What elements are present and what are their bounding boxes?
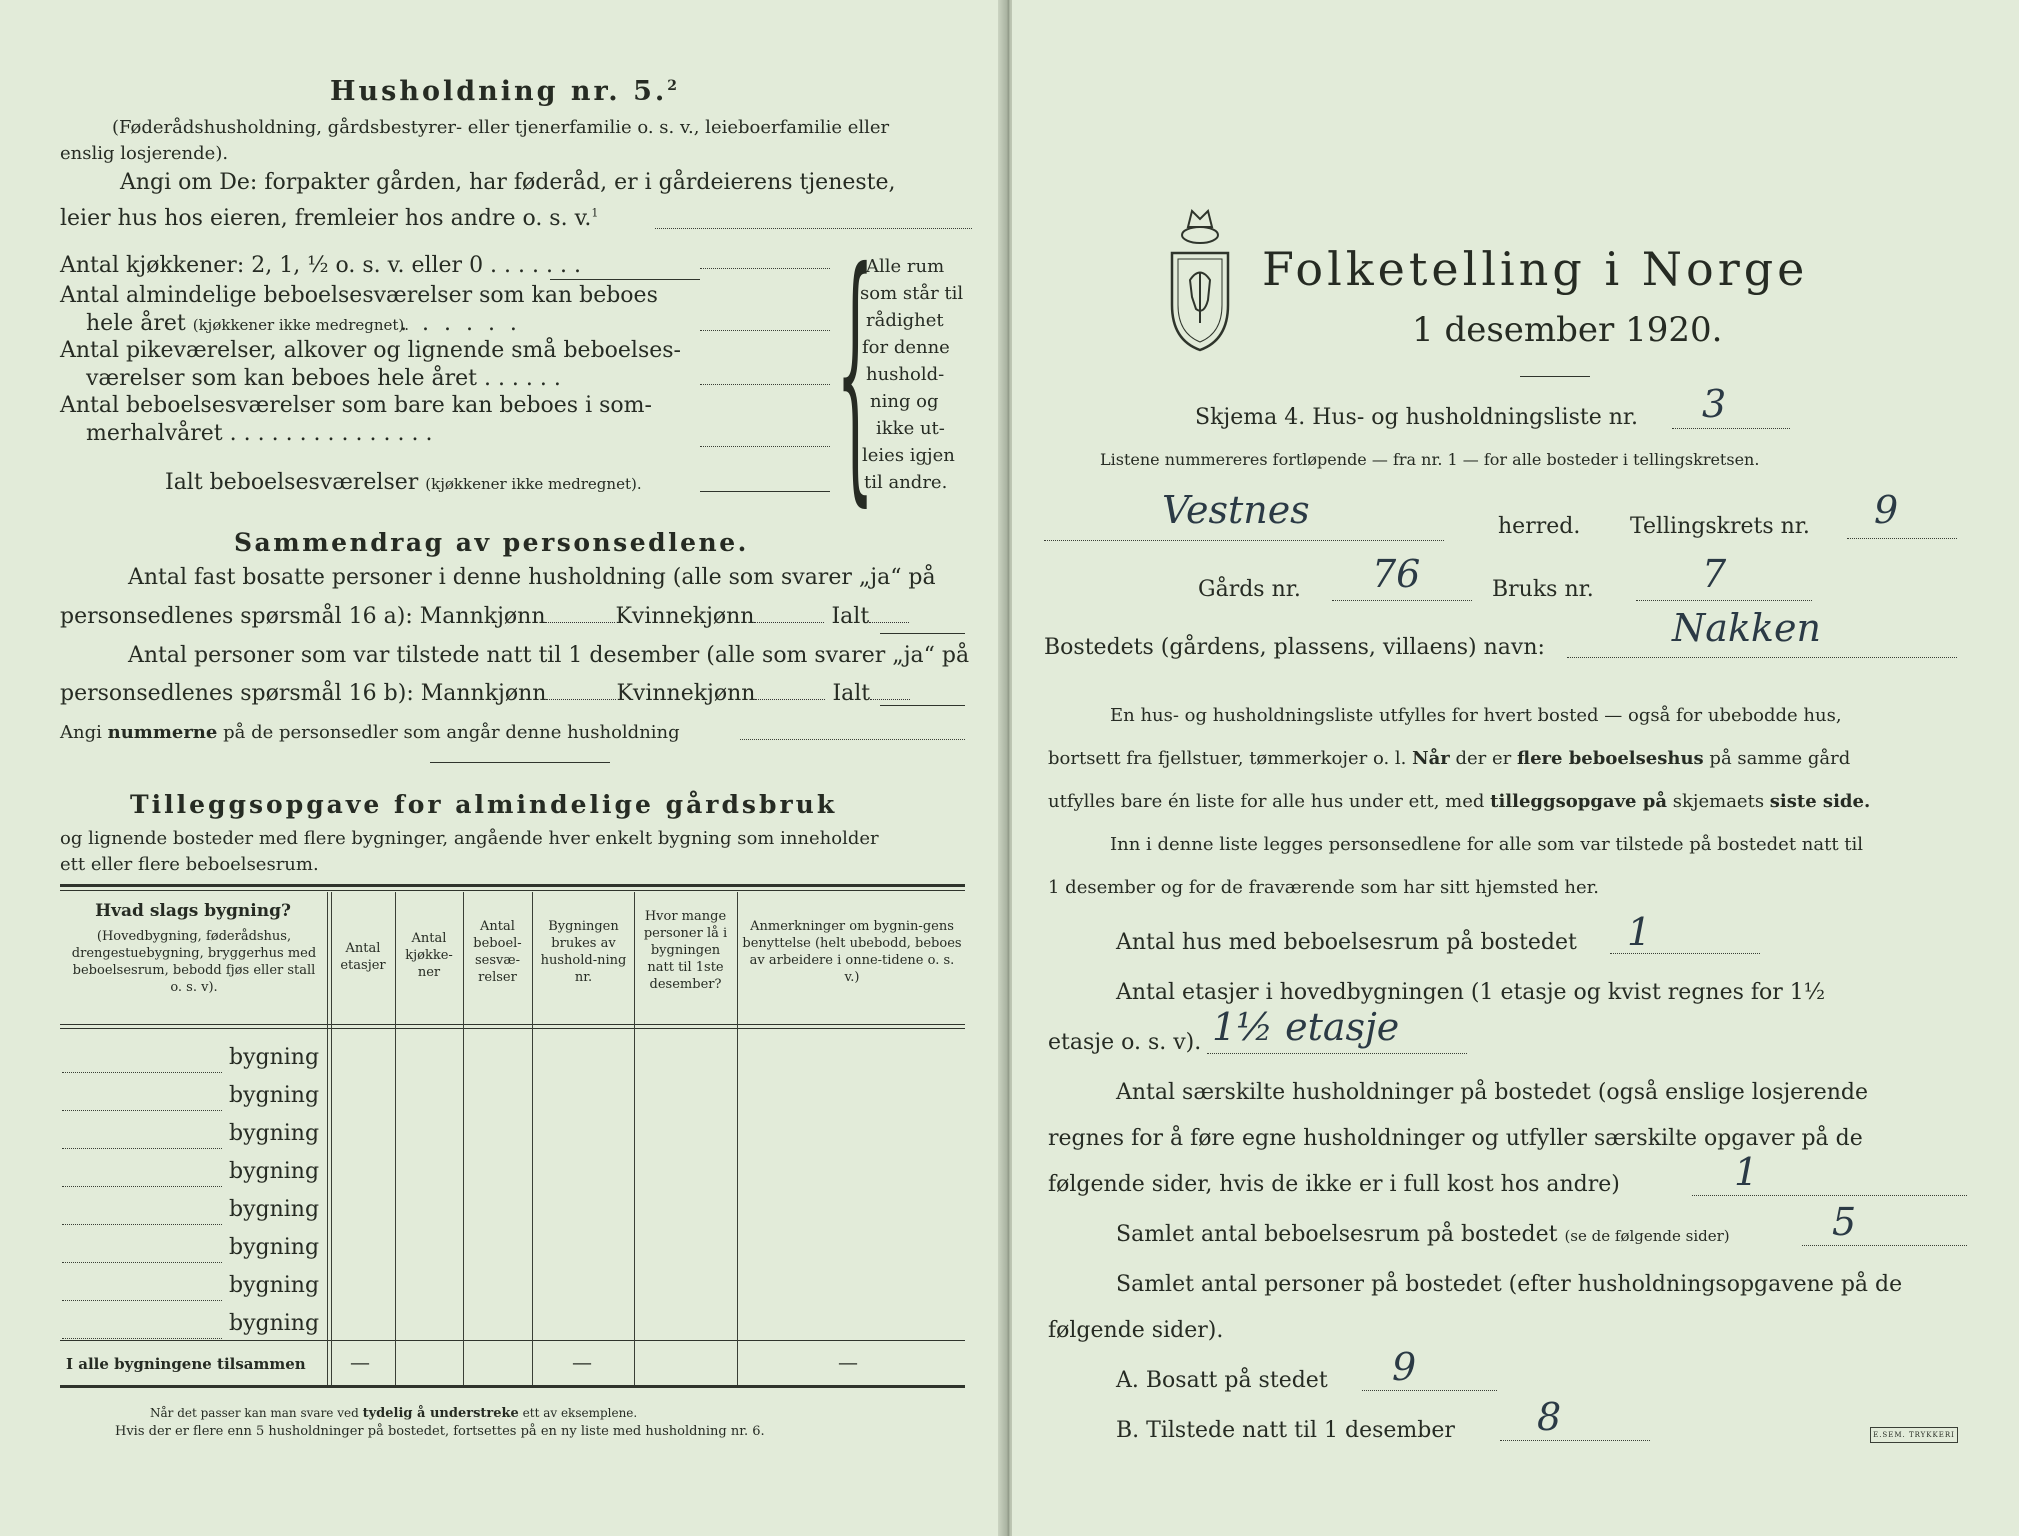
district-value[interactable]: 9: [1874, 488, 1899, 532]
summary-line-4: personsedlenes spørsmål 16 b): Mannkjønn Kvinnekjønn Ialt: [60, 681, 910, 706]
col-floors-header: Antal etasjer: [340, 941, 386, 973]
floors-label-1: Antal etasjer i hovedbygningen (1 etasje og kvist regnes for 1½: [1116, 980, 1826, 1005]
supplement-line-1: og lignende bosteder med flere bygninger, angående hver enkelt bygning som inneholder: [60, 828, 879, 849]
households-label-1: Antal særskilte husholdninger på bostedet (også enslige losjerende: [1116, 1080, 1869, 1105]
households-line[interactable]: [1692, 1195, 1967, 1196]
maid-rooms-answer-line[interactable]: [700, 384, 830, 385]
left-page: Husholdning nr. 5.$^2$ (Føderådshusholdning, gårdsbestyrer- eller tjenerfamilie o. s. v., leieboerfamilie eller enslig losjerende). Angi om De: forpakter gården, har føderåd, er i gårdeierens tjeneste, leier hus hos eieren, fremleier hos andre o. s. v.$^1$ Antal kjøkkener: 2, 1, ½ o. s. v. eller 0 . . . . . . . Antal almindelige beboelsesværelser som kan beboes hele året (kjøkkener ikke medregnet). . . . . . . Antal pikeværelser, alkover og lignende små beboelses- værelser som kan beboes hele året . . . . . . Antal beboelsesværelser som bare kan beboes i som- merhalvåret . . . . . . . . . . . . . . . Ialt beboelsesværelser (kjøkkener ikke medregnet). { Alle rum som står til rådighet for denne hushold- ning og ikke ut- leies igjen til andre. Sammendrag av personsedlene. Antal fast bosatte personer i denne husholdning (alle som svarer „ja“ på personsedlenes spørsmål 16 a): Mannkjønn Kvinnekjønn Ialt Antal personer som var tilstede natt til 1 desember (alle som svarer „ja“ på personsedlenes spørsmål 16 b): Mannkjønn Kvinnekjønn Ialt Angi nummerne på de personsedler som angår denne husholdning Tilleggsopgave for almindelige gårdsbruk og lignende bosteder med flere bygninger, angående hver enkelt bygning som inneholder ett eller flere beboelsesrum. Hvad slags bygning? (Hovedbygning, føderådshus, drengestuebygning, bryggerhus med beboelsesrum, bebodd fjøs eller stall o. s. v). Antal etasjer Antal kjøkke-ner Antal beboel-sesvæ-relser Bygningen brukes av hushold-ning nr. Hvor mange personer lå i bygningen natt til 1ste desember? Anmerkninger om bygnin-gens benyttelse (helt ubebodd, beboes av arbeidere i onne-tidene o. s. v.) bygning bygning bygning bygning bygning bygning bygning bygning I alle bygningene tilsammen — — — Når det passer kan man svare ved tydelig å understreke ett av eksemplene. Hvis der er flere enn 5 husholdninger på bostedet, fortsettes på en ny liste med husholdning nr. 6.: [0, 0, 1005, 1536]
place-name-line[interactable]: [1567, 657, 1957, 658]
rooms-answer-line[interactable]: [700, 330, 830, 331]
households-label-3: følgende sider, hvis de ikke er i full kost hos andre): [1048, 1172, 1620, 1197]
present-label: B. Tilstede natt til 1 desember: [1116, 1418, 1455, 1443]
floors-value[interactable]: 1½ etasje: [1212, 1005, 1400, 1049]
houses-value[interactable]: 1: [1627, 910, 1652, 954]
col-household-header: Bygningen brukes av hushold-ning nr.: [540, 919, 627, 985]
summary-title: Sammendrag av personsedlene.: [234, 528, 749, 557]
total-rooms-answer-line[interactable]: [700, 491, 830, 492]
list-number-line[interactable]: [1672, 428, 1790, 429]
supplement-title: Tilleggsopgave for almindelige gårdsbruk: [130, 790, 838, 819]
rooms-label-1: Antal almindelige beboelsesværelser som kan beboes: [60, 283, 658, 308]
total-household-dash: —: [572, 1350, 592, 1374]
table-total-label: I alle bygningene tilsammen: [66, 1355, 306, 1373]
table-row: bygning: [229, 1273, 320, 1298]
numbers-label: Angi nummerne på de personsedler som angår denne husholdning: [60, 722, 680, 743]
resident-line[interactable]: [1362, 1390, 1497, 1391]
instruction-3: utfylles bare én liste for alle hus under ett, med tilleggsopgave på skjemaets siste side.: [1048, 791, 1871, 812]
summer-rooms-answer-line[interactable]: [700, 446, 830, 447]
form-title: Folketelling i Norge: [1262, 242, 1809, 296]
houses-label: Antal hus med beboelsesrum på bostedet: [1116, 930, 1577, 955]
list-number-value[interactable]: 3: [1702, 382, 1727, 426]
total-rooms-line[interactable]: [1802, 1245, 1967, 1246]
municipality-label: herred.: [1498, 514, 1581, 539]
section-divider: [430, 762, 610, 763]
summary-line-1: Antal fast bosatte personer i denne husholdning (alle som svarer „ja“ på: [128, 565, 936, 590]
total-rooms-label: Ialt beboelsesværelser (kjøkkener ikke medregnet).: [165, 470, 642, 495]
summary-line-3: Antal personer som var tilstede natt til 1 desember (alle som svarer „ja“ på: [128, 643, 970, 668]
summary-total-1-rule[interactable]: [880, 633, 965, 634]
summer-rooms-label-1: Antal beboelsesværelser som bare kan beboes i som-: [60, 393, 652, 418]
instruction-1: En hus- og husholdningsliste utfylles for hvert bosted — også for ubebodde hus,: [1110, 705, 1842, 726]
resident-label: A. Bosatt på stedet: [1116, 1368, 1328, 1393]
rooms-dots: . . . . . .: [400, 311, 521, 336]
schema-label: Skjema 4. Hus- og husholdningsliste nr.: [1195, 405, 1638, 430]
maid-rooms-label-1: Antal pikeværelser, alkover og lignende små beboelses-: [60, 338, 681, 363]
intro-line-2: enslig losjerende).: [60, 143, 229, 164]
col-building-header: Hvad slags bygning?: [95, 901, 291, 921]
summary-total-2-rule[interactable]: [880, 705, 965, 706]
summer-rooms-label-2: merhalvåret . . . . . . . . . . . . . . .: [86, 421, 433, 446]
holding-number-line[interactable]: [1636, 600, 1812, 601]
right-page: [1012, 0, 2019, 1536]
col-rooms-header: Antal beboel-sesvæ-relser: [473, 919, 522, 985]
municipality-line[interactable]: [1044, 540, 1444, 541]
total-remarks-dash: —: [838, 1350, 858, 1374]
persons-label-1: Samlet antal personer på bostedet (efter husholdningsopgavene på de: [1116, 1272, 1903, 1297]
kitchens-label: Antal kjøkkener: 2, 1, ½ o. s. v. eller 0 . . . . . . .: [60, 253, 581, 278]
district-label: Tellingskrets nr.: [1630, 514, 1810, 539]
kitchens-answer-line[interactable]: [700, 268, 830, 269]
summary-line-2: personsedlenes spørsmål 16 a): Mannkjønn Kvinnekjønn Ialt: [60, 604, 909, 629]
instruction-4: Inn i denne liste legges personsedlene for alle som var tilstede på bostedet natt til: [1110, 834, 1864, 855]
instruction-2: bortsett fra fjellstuer, tømmerkojer o. l. Når der er flere beboelseshus på samme gård: [1048, 748, 1851, 769]
table-row: bygning: [229, 1159, 320, 1184]
persons-label-2: følgende sider).: [1048, 1318, 1224, 1343]
total-rooms-label: Samlet antal beboelsesrum på bostedet (se de følgende sider): [1116, 1222, 1730, 1247]
coat-of-arms-icon: [1160, 205, 1240, 355]
floors-line[interactable]: [1207, 1053, 1467, 1054]
footnote-2: Hvis der er flere enn 5 husholdninger på bostedet, fortsettes på en ny liste med husholdning nr. 6.: [115, 1424, 765, 1439]
table-row: bygning: [229, 1121, 320, 1146]
total-floors-dash: —: [350, 1350, 370, 1374]
col-remarks-header: Anmerkninger om bygnin-gens benyttelse (helt ubebodd, beboes av arbeidere i onne-tidene o. s. v.): [742, 919, 962, 985]
resident-value[interactable]: 9: [1392, 1345, 1417, 1389]
ask-answer-line[interactable]: [655, 228, 972, 229]
present-value[interactable]: 8: [1537, 1395, 1562, 1439]
households-label-2: regnes for å føre egne husholdninger og utfyller særskilte opgaver på de: [1048, 1126, 1863, 1151]
col-building-sub: (Hovedbygning, føderådshus, drengestuebygning, bryggerhus med beboelsesrum, bebodd fjøs eller stall o. s. v).: [71, 929, 317, 995]
district-line[interactable]: [1847, 538, 1957, 539]
instruction-5: 1 desember og for de fraværende som har sitt hjemsted her.: [1048, 877, 1599, 898]
farm-number-label: Gårds nr.: [1198, 577, 1301, 602]
title-divider: [1520, 376, 1590, 377]
present-line[interactable]: [1500, 1440, 1650, 1441]
numbers-answer-line[interactable]: [740, 739, 965, 740]
farm-number-value[interactable]: 76: [1372, 552, 1421, 596]
table-row: bygning: [229, 1235, 320, 1260]
col-persons-header: Hvor mange personer lå i bygningen natt til 1ste desember?: [643, 909, 728, 992]
households-value[interactable]: 1: [1734, 1150, 1759, 1194]
maid-rooms-label-2: værelser som kan beboes hele året . . . . . .: [86, 366, 561, 391]
rooms-label-2: hele året (kjøkkener ikke medregnet).: [86, 311, 410, 336]
brace: {: [836, 217, 875, 533]
form-date: 1 desember 1920.: [1412, 310, 1723, 350]
total-rooms-value[interactable]: 5: [1832, 1200, 1857, 1244]
ask-line-1: Angi om De: forpakter gården, har føderåd, er i gårdeierens tjeneste,: [120, 170, 896, 195]
supplement-line-2: ett eller flere beboelsesrum.: [60, 854, 319, 875]
table-row: bygning: [229, 1045, 320, 1070]
col-kitchens-header: Antal kjøkke-ner: [405, 931, 453, 980]
household-title: Husholdning nr. 5.$^2$: [330, 76, 681, 107]
place-name-value[interactable]: Nakken: [1672, 606, 1821, 650]
numbering-note: Listene nummereres fortløpende — fra nr. 1 — for alle bosteder i tellingskretsen.: [1100, 450, 1760, 469]
printer-stamp: E.SEM. TRYKKERI: [1870, 1427, 1958, 1443]
holding-number-label: Bruks nr.: [1492, 577, 1594, 602]
place-name-label: Bostedets (gårdens, plassens, villaens) navn:: [1044, 635, 1545, 660]
floors-label-2: etasje o. s. v).: [1048, 1030, 1202, 1055]
ask-line-2: leier hus hos eieren, fremleier hos andre o. s. v.$^1$: [60, 206, 599, 231]
intro-line-1: (Føderådshusholdning, gårdsbestyrer- eller tjenerfamilie o. s. v., leieboerfamilie eller: [112, 117, 890, 138]
table-row: bygning: [229, 1311, 320, 1336]
footnote-1: Når det passer kan man svare ved tydelig å understreke ett av eksemplene.: [150, 1406, 638, 1421]
table-row: bygning: [229, 1197, 320, 1222]
municipality-value[interactable]: Vestnes: [1162, 488, 1310, 532]
holding-number-value[interactable]: 7: [1702, 552, 1727, 596]
table-row: bygning: [229, 1083, 320, 1108]
kitchens-rule: [550, 279, 700, 280]
farm-number-line[interactable]: [1332, 600, 1472, 601]
